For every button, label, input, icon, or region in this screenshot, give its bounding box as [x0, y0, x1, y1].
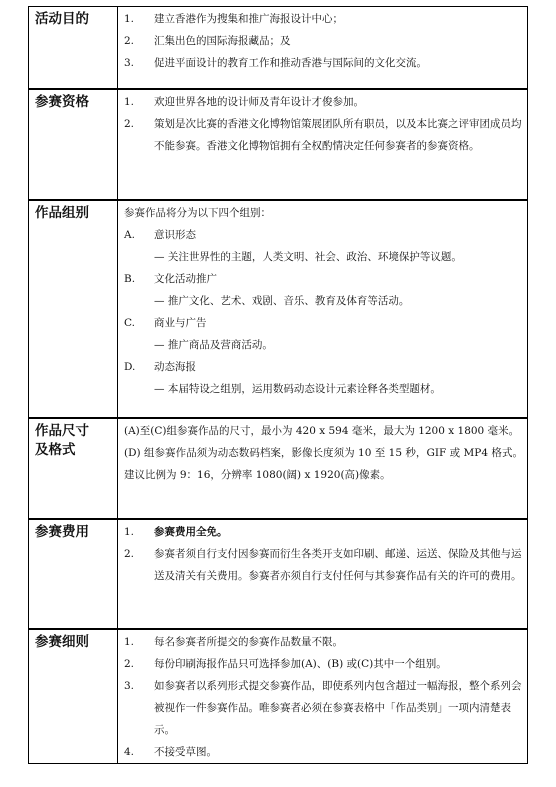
section-body	[118, 418, 528, 519]
list-item: 1. 欢迎世界各地的设计师及青年设计才俊参加。	[124, 95, 364, 108]
section-heading: 作品组别	[29, 200, 118, 418]
section-heading: 参赛资格	[29, 89, 118, 200]
section-body	[118, 629, 528, 764]
category-name: B. 文化活动推广	[124, 272, 217, 285]
section-categories	[29, 200, 528, 418]
list-item: 2. 参赛者须自行支付因参赛而衍生各类开支如印刷、邮递、运送、保险及其他与运送及清关有关费用。参赛者亦须自行支付任何与其参赛作品有关的许可的费用。	[124, 547, 522, 582]
section-fees	[29, 519, 528, 629]
category-desc: — 关注世界性的主题，人类文明、社会、政治、环境保护等议题。	[154, 250, 462, 263]
list-item: 1. 每名参赛者所提交的参赛作品数量不限。	[124, 635, 343, 648]
list-item: 1. 建立香港作为搜集和推广海报设计中心；	[124, 13, 343, 25]
list-item: 3. 促进平面设计的教育工作和推动香港与国际间的文化交流。	[124, 57, 427, 69]
section-body	[118, 7, 528, 89]
category-name: A. 意识形态	[124, 228, 196, 241]
category-desc: — 推广商品及营商活动。	[154, 338, 273, 351]
category-name: D. 动态海报	[124, 360, 196, 373]
section-body	[118, 89, 528, 200]
format-paragraph: (D) 组参赛作品须为动态数码档案，影像长度须为 10 至 15 秒，GIF 或 MP4 格式。建议比例为 9：16，分辨率 1080(阔) x 1920(高)像素。	[124, 446, 523, 481]
section-heading: 参赛费用	[29, 519, 118, 629]
section-heading: 活动目的	[29, 7, 118, 89]
categories-intro: 参赛作品将分为以下四个组别：	[124, 206, 271, 219]
section-heading: 参赛细则	[29, 629, 118, 764]
list-item: 1. 参赛费用全免。	[124, 525, 228, 538]
section-size-format	[29, 418, 528, 519]
list-item: 2. 每份印刷海报作品只可选择参加(A)、(B) 或(C)其中一个组别。	[124, 657, 447, 670]
list-item: 2. 策划是次比赛的香港文化博物馆策展团队所有职员，以及本比赛之评审团成员均不能参赛。香港文化博物馆拥有全权酌情决定任何参赛者的参赛资格。	[124, 117, 522, 152]
category-desc: — 推广文化、艺术、戏剧、音乐、教育及体育等活动。	[154, 294, 410, 307]
list-item: 2. 汇集出色的国际海报藏品；及	[124, 35, 291, 47]
section-body	[118, 519, 528, 629]
section-heading: 作品尺寸 及格式	[29, 418, 118, 519]
list-item: 4. 不接受草图。	[124, 745, 217, 758]
section-rules	[29, 629, 528, 764]
category-desc: — 本届特设之组别，运用数码动态设计元素诠释各类型题材。	[154, 382, 441, 395]
section-body	[118, 200, 528, 418]
section-purpose	[29, 7, 528, 89]
section-eligibility	[29, 89, 528, 200]
list-item: 3. 如参赛者以系列形式提交参赛作品，即使系列内包含超过一幅海报，整个系列会被视作一件参赛作品。唯参赛者必须在参赛表格中「作品类别」一项内清楚表示。	[124, 679, 522, 736]
category-name: C. 商业与广告	[124, 316, 207, 329]
size-paragraph: (A)至(C)组参赛作品的尺寸，最小为 420 x 594 毫米，最大为 1200 x 1800 毫米。	[124, 424, 520, 437]
rules-table	[28, 6, 528, 764]
